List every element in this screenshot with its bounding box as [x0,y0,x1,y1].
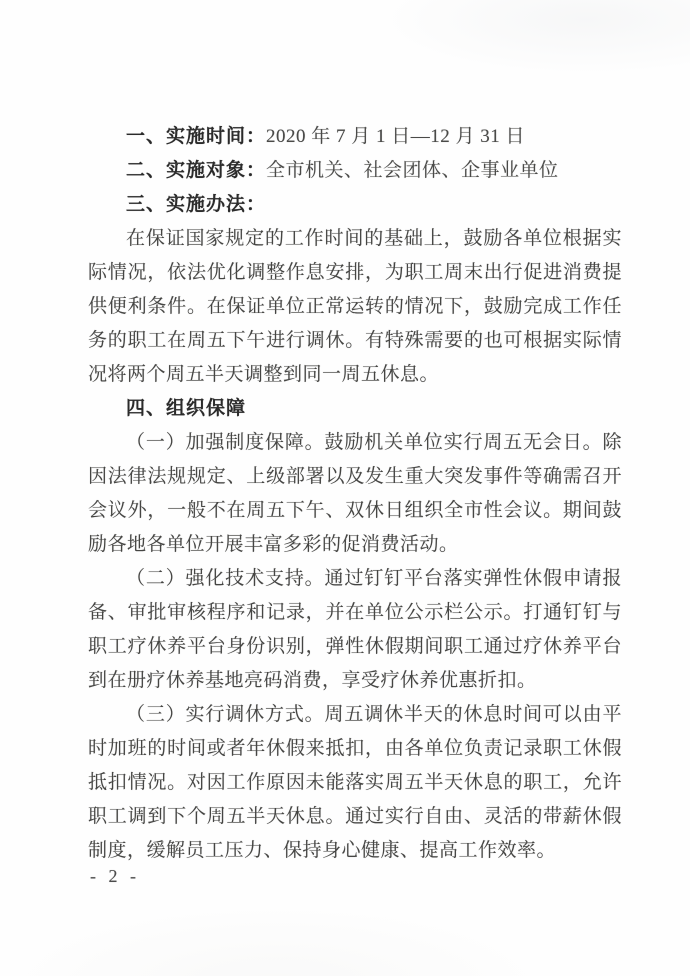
heading-implementation-method-label: 三、实施办法： [126,194,267,215]
heading-implementation-time [88,120,622,154]
paragraph-leave-adjustment: （三）实行调休方式。周五调休半天的休息时间可以由平时加班的时间或者年休假来抵扣，由各单位负责记录职工休假抵扣情况。对因工作原因未能落实周五半天休息的职工，允许职工调到下个周五半天休息。通过实行自由、灵活的带薪休假制度，缓解员工压力、保持身心健康、提高工作效率。 [88,704,622,861]
heading-implementation-target-value: 全市机关、社会团体、企事业单位 [266,160,559,181]
paragraph-system-guarantee: （一）加强制度保障。鼓励机关单位实行周五无会日。除因法律法规规定、上级部署以及发生重大突发事件等确需召开会议外，一般不在周五下午、双休日组织全市性会议。期间鼓励各地各单位开展丰富多彩的促消费活动。 [88,432,622,555]
heading-organizational-guarantee-label: 四、组织保障 [126,398,247,419]
heading-organizational-guarantee [88,392,622,426]
heading-implementation-time-value: 2020 年 7 月 1 日—12 月 31 日 [266,126,526,147]
heading-implementation-method [88,188,622,222]
paragraph-implementation-method: 在保证国家规定的工作时间的基础上，鼓励各单位根据实际情况，依法优化调整作息安排，为职工周末出行促进消费提供便利条件。在保证单位正常运转的情况下，鼓励完成工作任务的职工在周五下午进行调休。有特殊需要的也可根据实际情况将两个周五半天调整到同一周五休息。 [88,228,622,385]
heading-implementation-target [88,154,622,188]
heading-implementation-time-label: 一、实施时间： [126,126,267,147]
paragraph-technical-support: （二）强化技术支持。通过钉钉平台落实弹性休假申请报备、审批审核程序和记录，并在单位公示栏公示。打通钉钉与职工疗休养平台身份识别，弹性休假期间职工通过疗休养平台到在册疗休养基地亮码消费，享受疗休养优惠折扣。 [88,568,622,691]
heading-implementation-target-label: 二、实施对象： [126,160,267,181]
document-body [88,120,622,868]
page-number: - 2 - [90,866,140,886]
